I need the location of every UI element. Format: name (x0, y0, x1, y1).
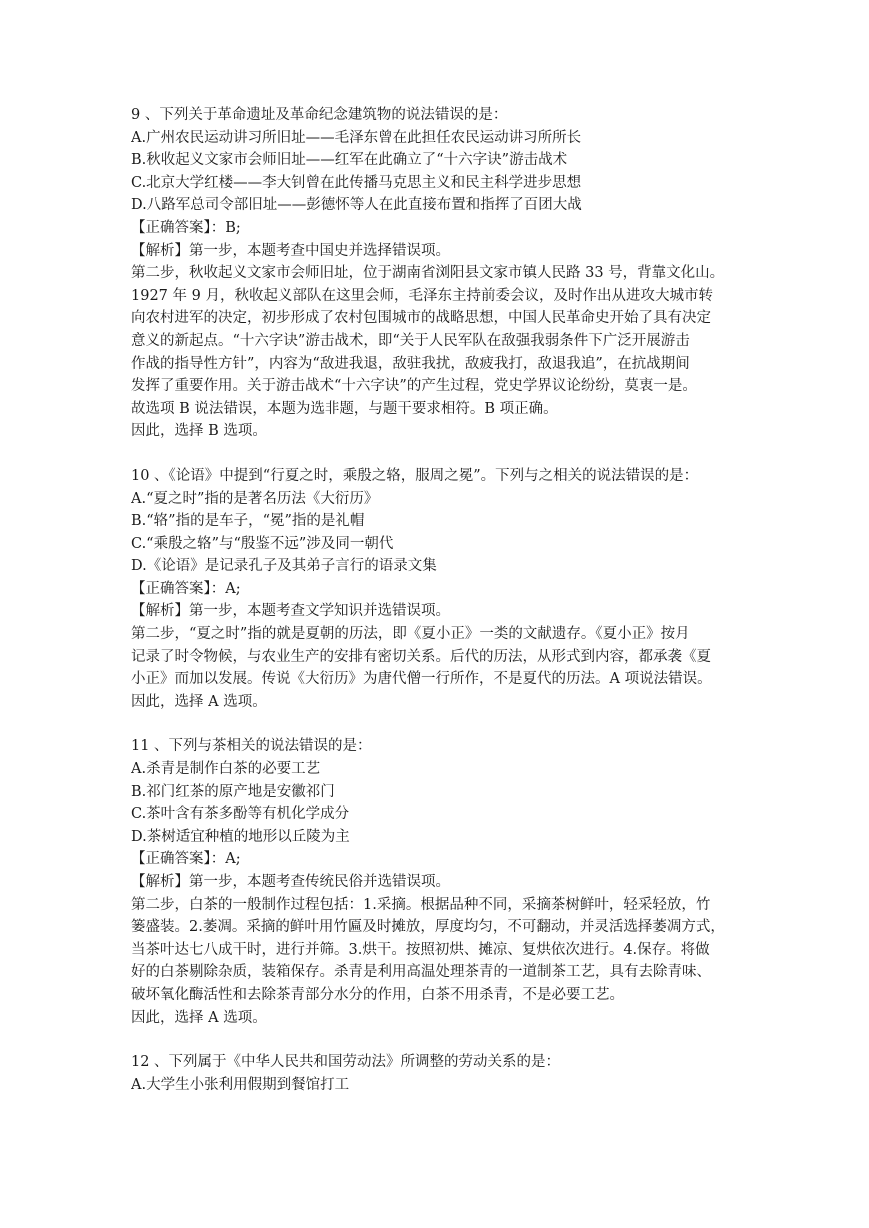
analysis-line: 记录了时令物候，与农业生产的安排有密切关系。后代的历法，从形式到内容，都承袭《夏 (131, 648, 711, 665)
question-10 (131, 465, 769, 714)
analysis-line: 故选项 B 说法错误，本题为选非题，与题干要求相符。B 项正确。 (131, 400, 558, 417)
option-d: D.《论语》是记录孔子及其弟子言行的语录文集 (131, 558, 437, 575)
option-a: A.大学生小张利用假期到餐馆打工 (131, 1076, 350, 1093)
analysis-line: 篓盛装。2.萎凋。采摘的鲜叶用竹匾及时摊放，厚度均匀，不可翻动，并灵活选择萎凋方式， (131, 919, 725, 936)
option-a: A.广州农民运动讲习所旧址——毛泽东曾在此担任农民运动讲习所所长 (131, 129, 582, 146)
correct-answer: 【正确答案】：A; (131, 851, 241, 868)
analysis-line: 【解析】第一步，本题考查传统民俗并选错误项。 (131, 874, 450, 890)
analysis-line: 当茶叶达七八成干时，进行并筛。3.烘干。按照初烘、摊凉、复烘依次进行。4.保存。将做 (131, 941, 710, 958)
option-c: C.茶叶含有茶多酚等有机化学成分 (131, 806, 350, 823)
option-a: A.杀青是制作白茶的必要工艺 (131, 761, 321, 778)
analysis-line: 破坏氧化酶活性和去除茶青部分水分的作用，白茶不用杀青，不是必要工艺。 (131, 986, 624, 1003)
question-title: 11 、下列与茶相关的说法错误的是： (131, 738, 372, 755)
analysis-line: 因此，选择 A 选项。 (131, 693, 267, 710)
question-9 (131, 104, 769, 443)
option-c: C.北京大学红楼——李大钊曾在此传播马克思主义和民主科学进步思想 (131, 174, 582, 191)
question-title: 9 、下列关于革命遗址及革命纪念建筑物的说法错误的是： (131, 107, 508, 123)
analysis-line: 意义的新起点。“十六字诀”游击战术，即“关于人民军队在敌强我弱条件下广泛开展游击 (131, 332, 690, 349)
question-title: 12 、下列属于《中华人民共和国劳动法》所调整的劳动关系的是： (131, 1054, 561, 1071)
option-c: C.“乘殷之辂”与“殷鉴不远”涉及同一朝代 (131, 535, 394, 552)
analysis-line: 向农村进军的决定，初步形成了农村包围城市的战略思想，中国人民革命史开始了具有决定 (131, 310, 711, 327)
option-d: D.茶树适宜种植的地形以丘陵为主 (131, 828, 350, 845)
analysis-line: 因此，选择 A 选项。 (131, 1009, 267, 1026)
correct-answer: 【正确答案】：A; (131, 580, 241, 597)
question-12 (131, 1051, 769, 1096)
question-11 (131, 735, 769, 1029)
option-d: D.八路军总司令部旧址——彭德怀等人在此直接布置和指挥了百团大战 (131, 197, 582, 214)
analysis-line: 第二步，“夏之时”指的就是夏朝的历法，即《夏小正》一类的文献遗存。《夏小正》按月 (131, 626, 690, 643)
option-b: B.秋收起义文家市会师旧址——红军在此确立了“十六字诀”游击战术 (131, 152, 568, 169)
analysis-line: 【解析】第一步，本题考查中国史并选择错误项。 (131, 242, 450, 259)
analysis-line: 好的白茶剔除杂质，装箱保存。杀青是利用高温处理茶青的一道制茶工艺，具有去除青味、 (131, 964, 711, 981)
analysis-line: 作战的指导性方针”，内容为“敌进我退，敌驻我扰，敌疲我打，敌退我追”，在抗战期间 (131, 355, 690, 372)
analysis-line: 【解析】第一步，本题考查文学知识并选错误项。 (131, 603, 450, 620)
correct-answer: 【正确答案】：B; (131, 219, 241, 236)
option-b: B.祁门红茶的原产地是安徽祁门 (131, 783, 335, 800)
analysis-line: 第二步，秋收起义文家市会师旧址，位于湖南省浏阳县文家市镇人民路 33 号，背靠文化山。 (131, 265, 725, 282)
analysis-line: 小正》而加以发展。传说《大衍历》为唐代僧一行所作，不是夏代的历法。A 项说法错误。 (131, 671, 712, 688)
analysis-line: 发挥了重要作用。关于游击战术“十六字诀”的产生过程，党史学界议论纷纷，莫衷一是。 (131, 378, 697, 395)
analysis-line: 因此，选择 B 选项。 (131, 423, 267, 440)
analysis-line: 第二步，白茶的一般制作过程包括：1.采摘。根据品种不同，采摘茶树鲜叶，轻采轻放，竹 (131, 896, 711, 913)
analysis-line: 1927 年 9 月，秋收起义部队在这里会师，毛泽东主持前委会议，及时作出从进攻大城市转 (131, 287, 713, 304)
option-a: A.“夏之时”指的是著名历法《大衍历》 (131, 490, 379, 507)
option-b: B.“辂”指的是车子，“冕”指的是礼帽 (131, 513, 365, 530)
question-title: 10 、《论语》中提到“行夏之时，乘殷之辂，服周之冕”。下列与之相关的说法错误的是： (131, 467, 699, 484)
